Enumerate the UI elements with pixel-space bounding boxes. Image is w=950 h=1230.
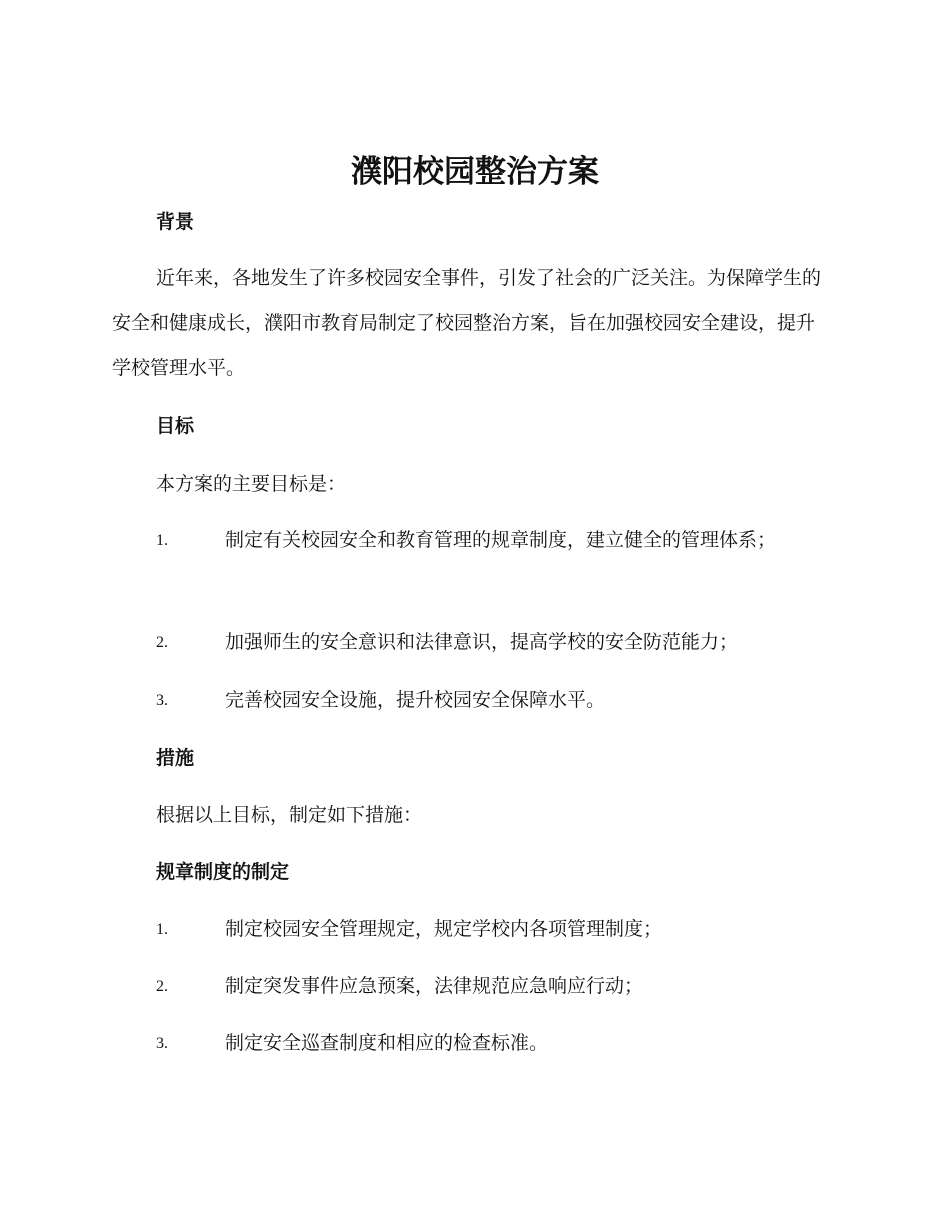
subheading-regulations: 规章制度的制定: [156, 861, 290, 883]
list-item-text: 加强师生的安全意识和法律意识，提高学校的安全防范能力；: [225, 631, 739, 653]
measures-intro: 根据以上目标，制定如下措施：: [156, 804, 423, 826]
heading-background: 背景: [156, 211, 195, 233]
list-number: 1.: [156, 921, 168, 938]
list-item-text: 完善校园安全设施，提升校园安全保障水平。: [225, 689, 606, 711]
list-number: 2.: [156, 634, 168, 651]
document-title: 濮阳校园整治方案: [351, 154, 599, 190]
list-item-text: 制定有关校园安全和教育管理的规章制度，建立健全的管理体系；: [225, 529, 777, 551]
list-number: 2.: [156, 978, 168, 995]
list-number: 1.: [156, 532, 168, 549]
background-paragraph: 近年来，各地发生了许多校园安全事件，引发了社会的广泛关注。为保障学生的安全和健康成长，濮阳市教育局制定了校园整治方案，旨在加强校园安全建设，提升学校管理水平。: [112, 267, 822, 379]
goal-item-3: [112, 678, 832, 723]
goals-intro: 本方案的主要目标是：: [156, 473, 347, 495]
measure-item-3: [112, 1021, 832, 1066]
list-number: 3.: [156, 1035, 168, 1052]
list-item-text: 制定校园安全管理规定，规定学校内各项管理制度；: [225, 918, 663, 940]
measure-item-1: [112, 907, 832, 952]
measure-item-2: [112, 964, 832, 1009]
heading-goals: 目标: [156, 415, 195, 437]
list-item-text: 制定突发事件应急预案，法律规范应急响应行动；: [225, 975, 644, 997]
heading-measures: 措施: [156, 747, 195, 769]
goal-item-2: [112, 620, 832, 665]
goal-item-1: [112, 518, 832, 563]
list-number: 3.: [156, 692, 168, 709]
list-item-text: 制定安全巡查制度和相应的检查标准。: [225, 1032, 549, 1054]
